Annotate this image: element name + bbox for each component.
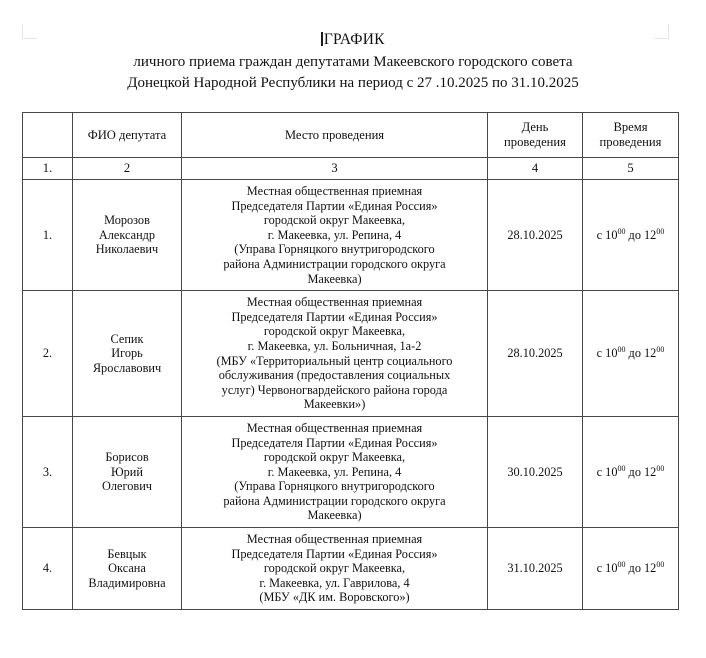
table-header-row xyxy=(23,113,679,158)
header-day-line-2: проведения xyxy=(504,135,566,149)
header-cell-location: Место проведения xyxy=(182,113,488,158)
cell-row-number: 2. xyxy=(23,291,73,417)
header-cell-day xyxy=(488,113,583,158)
location-line: обслуживания (предоставления социальных xyxy=(218,368,451,383)
time-start-minutes: 00 xyxy=(617,560,626,570)
location-line: Местная общественная приемная xyxy=(246,532,423,547)
cell-time: с $10^{00}$ до $12^{00}$ xyxy=(583,291,679,417)
cell-location xyxy=(182,291,488,417)
deputy-name-line: Ярославович xyxy=(92,360,162,375)
location-line: городской округ Макеевка, xyxy=(263,213,406,228)
location-line: услуг) Червоногвардейского района города xyxy=(221,382,448,397)
location-line: г. Макеевка, ул. Репина, 4 xyxy=(267,227,402,242)
time-end-minutes: 00 xyxy=(656,560,665,570)
cell-deputy-name xyxy=(73,180,182,291)
location-line: городской округ Макеевка, xyxy=(263,324,406,339)
table-row xyxy=(23,180,679,291)
location-line: г. Макеевка, ул. Гаврилова, 4 xyxy=(259,575,410,590)
column-number-2: 2 xyxy=(73,158,182,180)
time-end-minutes: 00 xyxy=(656,463,665,473)
column-number-5: 5 xyxy=(583,158,679,180)
schedule-table xyxy=(22,112,679,610)
cell-deputy-name xyxy=(73,291,182,417)
time-end-minutes: 00 xyxy=(656,226,665,236)
cell-day: 30.10.2025 xyxy=(488,416,583,527)
location-line: Председателя Партии «Единая Россия» xyxy=(231,435,438,450)
deputy-name-line: Владимировна xyxy=(88,575,166,590)
table-column-number-row xyxy=(23,158,679,180)
location-line: Председателя Партии «Единая Россия» xyxy=(231,309,438,324)
table-row xyxy=(23,416,679,527)
cell-day: 28.10.2025 xyxy=(488,291,583,417)
deputy-name-line: Олегович xyxy=(102,479,152,494)
location-line: Председателя Партии «Единая Россия» xyxy=(231,546,438,561)
document-subtitle-line-1: личного приема граждан депутатами Макеевского городского совета xyxy=(133,54,573,70)
cell-deputy-name xyxy=(73,528,182,610)
cell-row-number: 3. xyxy=(23,416,73,527)
location-line: (МБУ «Территориальный центр социального xyxy=(216,353,453,368)
cell-location xyxy=(182,528,488,610)
deputy-name-line: Юрий xyxy=(111,464,143,479)
location-line: Председателя Партии «Единая Россия» xyxy=(231,198,438,213)
time-start-minutes: 00 xyxy=(617,226,626,236)
table-row xyxy=(23,528,679,610)
cell-time: с $10^{00}$ до $12^{00}$ xyxy=(583,180,679,291)
location-line: района Администрации городского округа xyxy=(223,256,446,271)
header-day-line-1: День xyxy=(521,120,549,135)
header-time-line-1: Время xyxy=(613,120,648,135)
time-start-minutes: 00 xyxy=(617,463,626,473)
document-subtitle-line-2: Донецкой Народной Республики на период с 27 .10.2025 по 31.10.2025 xyxy=(127,75,579,91)
cell-day: 28.10.2025 xyxy=(488,180,583,291)
deputy-name-line: Морозов xyxy=(104,213,150,228)
location-line: городской округ Макеевка, xyxy=(263,450,406,465)
text-cursor-caret xyxy=(321,32,323,46)
table-body xyxy=(23,180,679,610)
cell-row-number: 4. xyxy=(23,528,73,610)
cell-time: с $10^{00}$ до $12^{00}$ xyxy=(583,528,679,610)
location-line: Макеевки») xyxy=(303,397,366,412)
location-line: района Администрации городского округа xyxy=(223,493,446,508)
title-block xyxy=(0,30,706,94)
header-cell-time xyxy=(583,113,679,158)
column-number-4: 4 xyxy=(488,158,583,180)
table-header xyxy=(23,113,679,180)
location-line: Макеевка) xyxy=(307,508,362,523)
cell-location xyxy=(182,180,488,291)
location-line: Макеевка) xyxy=(307,271,362,286)
location-line: г. Макеевка, ул. Репина, 4 xyxy=(267,464,402,479)
cell-day: 31.10.2025 xyxy=(488,528,583,610)
header-time-line-2: проведения xyxy=(599,135,662,149)
cell-row-number: 1. xyxy=(23,180,73,291)
deputy-name-line: Николаевич xyxy=(95,242,159,257)
time-start-minutes: 00 xyxy=(617,345,626,355)
deputy-name-line: Бевцык xyxy=(107,546,147,561)
deputy-name-line: Александр xyxy=(98,227,156,242)
page-title-text: ГРАФИК xyxy=(323,31,385,48)
location-line: (МБУ «ДК им. Воровского») xyxy=(259,590,410,605)
column-number-1: 1. xyxy=(23,158,73,180)
location-line: Местная общественная приемная xyxy=(246,420,423,435)
table-row xyxy=(23,291,679,417)
deputy-name-line: Сепик xyxy=(110,331,144,346)
header-cell-deputy-name: ФИО депутата xyxy=(73,113,182,158)
deputy-name-line: Борисов xyxy=(105,450,149,465)
header-cell-number xyxy=(23,113,73,158)
page-title xyxy=(321,30,384,50)
location-line: городской округ Макеевка, xyxy=(263,561,406,576)
location-line: (Управа Горняцкого внутригородского xyxy=(234,479,435,494)
location-line: Местная общественная приемная xyxy=(246,295,423,310)
location-line: г. Макеевка, ул. Больничная, 1а-2 xyxy=(247,338,422,353)
cell-time: с $10^{00}$ до $12^{00}$ xyxy=(583,416,679,527)
location-line: Местная общественная приемная xyxy=(246,184,423,198)
column-number-3: 3 xyxy=(182,158,488,180)
cell-location xyxy=(182,416,488,527)
time-end-minutes: 00 xyxy=(656,345,665,355)
deputy-name-line: Игорь xyxy=(111,346,143,361)
location-line: (Управа Горняцкого внутригородского xyxy=(234,242,435,257)
cell-deputy-name xyxy=(73,416,182,527)
deputy-name-line: Оксана xyxy=(108,561,146,576)
